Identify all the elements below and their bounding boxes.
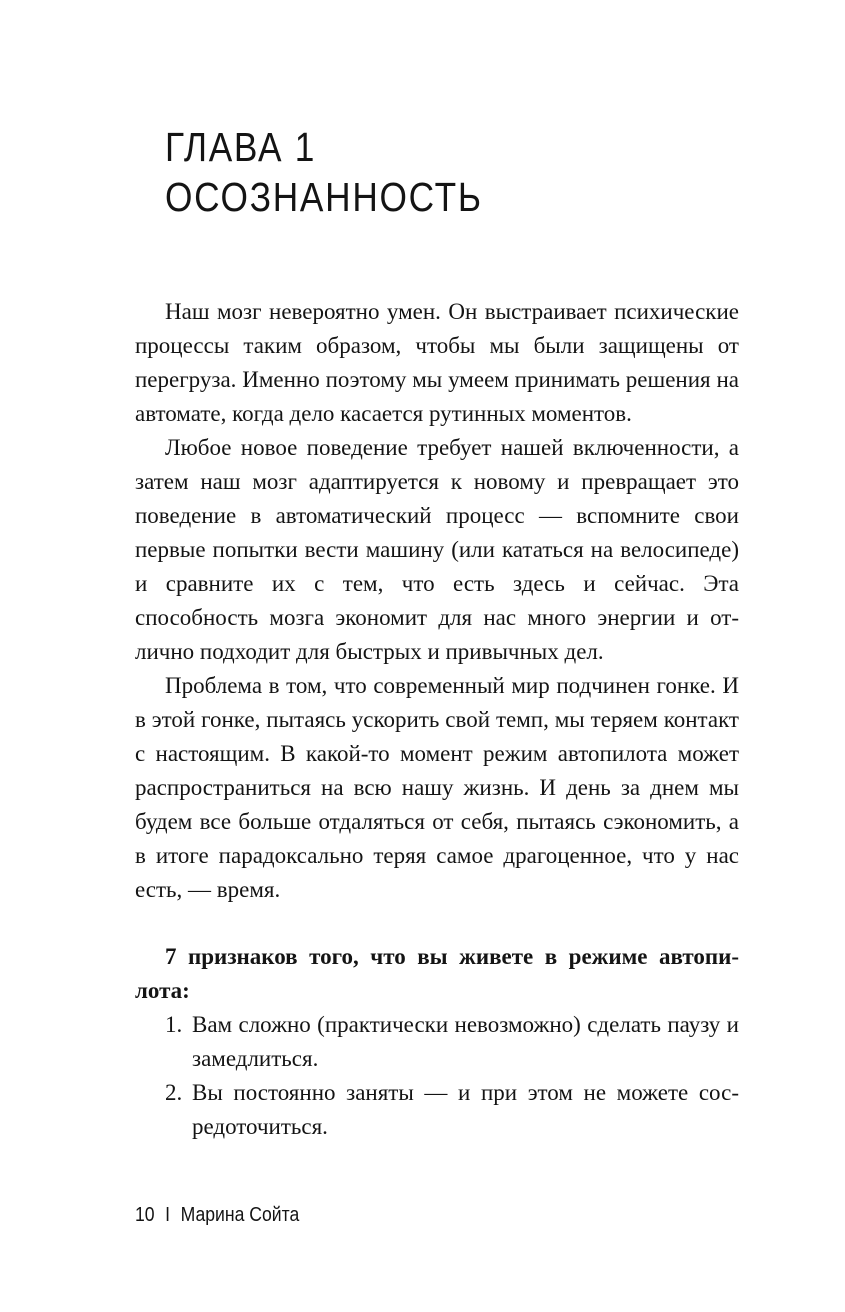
- paragraph-1: Наш мозг невероятно умен. Он выстраивает психические процессы таким образом, чтобы мы были защищены от перегруза. Именно поэтому мы умеем принимать решения на автомате, когда дело касается рутинных моментов.: [135, 299, 739, 426]
- paragraph-3: Проблема в том, что современный мир подчинен гонке. И в этой гонке, пытаясь ускорить свой темп, мы теряем контакт с настоящим. В какой-то момент режим автопилота может распространиться на всю нашу жизнь. И день за днем мы будем все больше отдаляться от себя, пытаясь сэкономить, а в итоге парадоксально теряя самое драгоценное, что у нас есть, — время.: [135, 673, 739, 902]
- list-item-text: Вам сложно (практически невозможно) сделать паузу и замедлиться.: [192, 1012, 739, 1071]
- list-item: [135, 1076, 739, 1144]
- signs-list: [135, 1008, 739, 1144]
- list-item-number: 1.: [165, 1012, 183, 1037]
- page-number: 10: [135, 1204, 155, 1226]
- list-heading: 7 признаков того, что вы живете в режиме автопилота:: [135, 944, 739, 1003]
- list-item-number: 2.: [165, 1080, 183, 1105]
- paragraph-2: Любое новое поведение требует нашей включенности, а затем наш мозг адаптируется к новому и превращает это поведение в автоматический процесс — вспомните свои первые попытки вести машину (или кататься на велосипеде) и сравните их с тем, что есть здесь и сейчас. Эта способность мозга экономит для нас много энергии и отлично подходит для быстрых и привычных дел.: [135, 435, 739, 664]
- list-item: [135, 1008, 739, 1076]
- chapter-title: ОСОЗНАННОСТЬ: [165, 174, 483, 220]
- list-item-text: Вы постоянно заняты — и при этом не можете сосредоточиться.: [192, 1080, 739, 1139]
- chapter-heading: [165, 122, 483, 222]
- page-footer: [135, 1202, 299, 1228]
- footer-separator: I: [165, 1204, 171, 1226]
- body-text: [135, 295, 739, 1144]
- author-name: Марина Сойта: [180, 1204, 300, 1226]
- chapter-number: ГЛАВА 1: [165, 124, 317, 170]
